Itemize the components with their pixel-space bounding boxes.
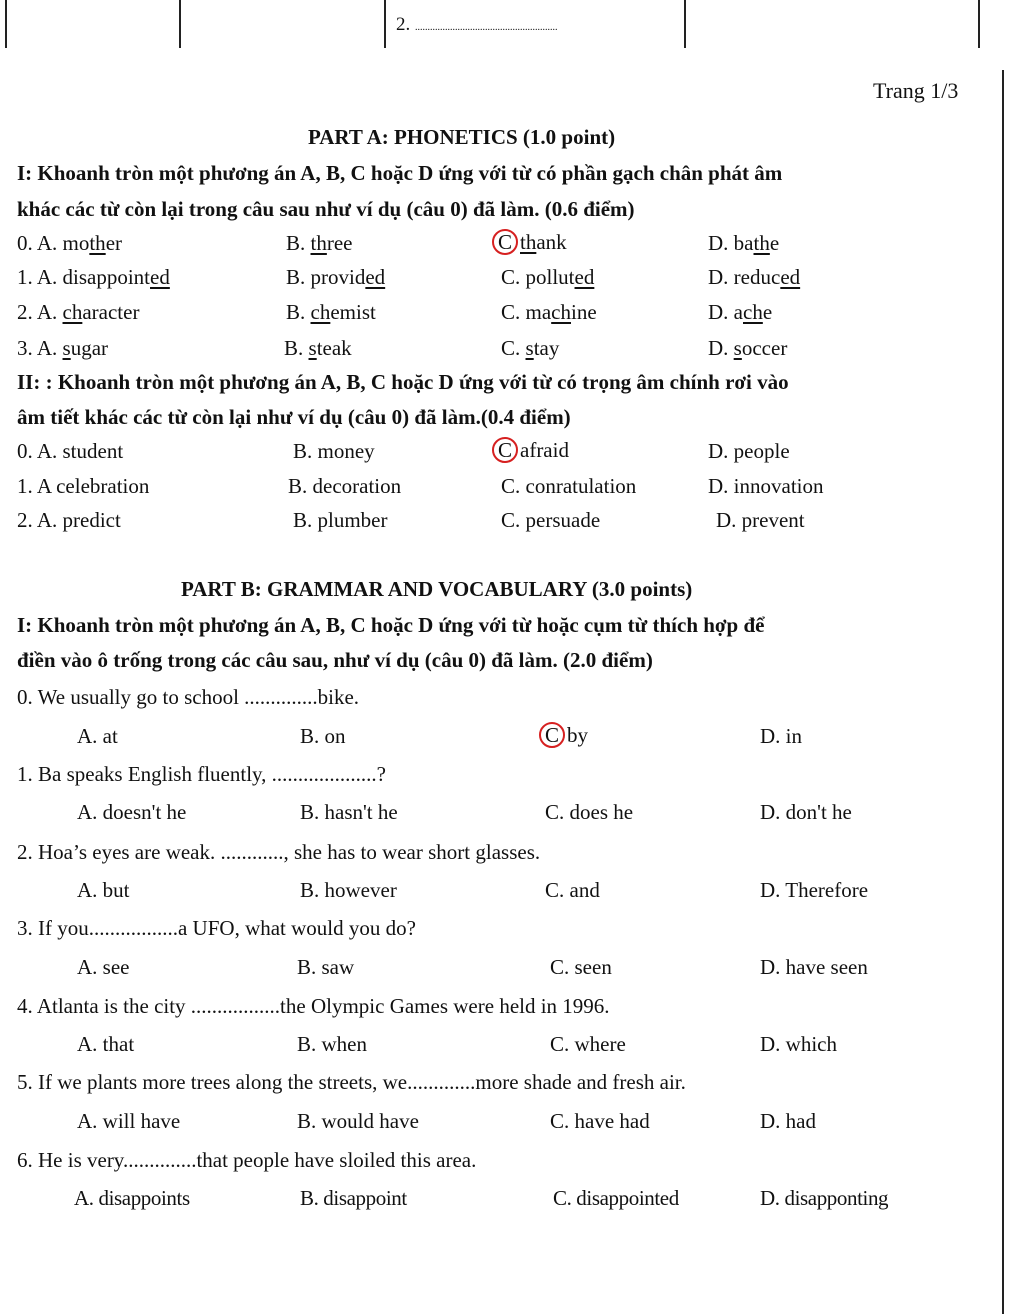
page-number: Trang 1/3	[873, 78, 959, 103]
option-d[interactable]: D. don't he	[760, 800, 852, 824]
option-d[interactable]: D. which	[760, 1032, 837, 1056]
option-c-circled[interactable]	[494, 437, 569, 463]
option-b[interactable]: B. would have	[297, 1109, 419, 1133]
part-a-sec1-instruction-2: khác các từ còn lại trong câu sau như ví dụ (câu 0) đã làm. (0.6 điểm)	[17, 197, 635, 221]
option-c[interactable]: C. disappointed	[553, 1186, 679, 1210]
option-b[interactable]: B. when	[297, 1032, 367, 1056]
option-b[interactable]: B. however	[300, 878, 397, 902]
option-a[interactable]: 2. A. predict	[17, 508, 121, 532]
option-text: aracter	[82, 300, 140, 324]
header-divider-1	[5, 0, 7, 48]
option-c-circled[interactable]	[541, 722, 588, 748]
answer-circle: C	[492, 437, 518, 463]
option-text: afraid	[520, 438, 569, 462]
option-b[interactable]: B. on	[300, 724, 346, 748]
option-text: ank	[536, 230, 567, 254]
option-c[interactable]: C. persuade	[501, 508, 601, 532]
option-c[interactable]: C. have had	[550, 1109, 650, 1133]
underlined-part: th	[89, 231, 106, 255]
option-a[interactable]: A. that	[77, 1032, 135, 1056]
underlined-part: th	[753, 231, 770, 255]
option-text: C. pollut	[501, 265, 575, 289]
question-text: 2. Hoa’s eyes are weak. ............, she has to wear short glasses.	[17, 840, 541, 864]
option-text: ine	[571, 300, 597, 324]
option-text: e	[762, 300, 773, 324]
option-d[interactable]: D. in	[760, 724, 802, 748]
option-text: teak	[316, 336, 352, 360]
option-c[interactable]: C. does he	[545, 800, 634, 824]
option-c[interactable]	[501, 300, 597, 325]
option-c[interactable]: C. where	[550, 1032, 626, 1056]
option-text: 1. A. disappoint	[17, 265, 151, 289]
option-b[interactable]: B. hasn't he	[300, 800, 398, 824]
option-d[interactable]	[708, 336, 787, 361]
option-b[interactable]	[284, 336, 352, 361]
page-right-border	[1002, 70, 1004, 1314]
part-a-title: PART A: PHONETICS (1.0 point)	[308, 125, 616, 149]
header-number-field	[396, 14, 558, 36]
underlined-part: ch	[62, 300, 83, 324]
option-text: ugar	[70, 336, 109, 360]
option-a[interactable]: A. disappoints	[74, 1186, 190, 1210]
option-b[interactable]: B. disappoint	[300, 1186, 407, 1210]
answer-circle: C	[492, 229, 518, 255]
option-a[interactable]	[17, 265, 170, 290]
option-text: ree	[326, 231, 353, 255]
option-text: 0. A. mo	[17, 231, 90, 255]
part-a-sec1-instruction-1: I: Khoanh tròn một phương án A, B, C hoặc D ứng với từ có phần gạch chân phát âm	[17, 161, 783, 185]
option-a[interactable]: 0. A. student	[17, 439, 124, 463]
option-text: er	[105, 231, 123, 255]
part-b-sec1-instruction-1: I: Khoanh tròn một phương án A, B, C hoặc D ứng với từ hoặc cụm từ thích hợp để	[17, 613, 765, 637]
option-a[interactable]: 1. A celebration	[17, 474, 150, 498]
option-c[interactable]: C. and	[545, 878, 600, 902]
option-b[interactable]	[286, 300, 376, 325]
option-d[interactable]: D. have seen	[760, 955, 868, 979]
option-text: D. reduc	[708, 265, 781, 289]
option-d[interactable]: D. disapponting	[760, 1186, 889, 1210]
part-b-sec1-instruction-2: điền vào ô trống trong các câu sau, như ví dụ (câu 0) đã làm. (2.0 điểm)	[17, 648, 653, 672]
underlined-part: ch	[310, 300, 331, 324]
option-text: D. a	[708, 300, 743, 324]
option-c[interactable]	[501, 336, 559, 361]
option-d[interactable]: D. innovation	[708, 474, 824, 498]
option-a[interactable]	[17, 336, 108, 361]
option-b[interactable]	[286, 265, 385, 290]
option-a[interactable]: A. will have	[77, 1109, 181, 1133]
option-c[interactable]: C. seen	[550, 955, 612, 979]
header-divider-3	[384, 0, 386, 48]
option-c-circled[interactable]	[494, 229, 567, 255]
underlined-part: s	[62, 336, 71, 360]
option-text: tay	[533, 336, 560, 360]
option-b[interactable]: B. money	[293, 439, 375, 463]
option-text: occer	[741, 336, 788, 360]
option-text: by	[567, 723, 588, 747]
option-text: B.	[284, 336, 309, 360]
question-text: 4. Atlanta is the city .................the Olympic Games were held in 1996.	[17, 994, 610, 1018]
underlined-part: s	[733, 336, 742, 360]
part-b-title: PART B: GRAMMAR AND VOCABULARY (3.0 points)	[181, 577, 693, 601]
option-text: B.	[286, 300, 311, 324]
option-d[interactable]	[708, 265, 800, 290]
question-text: 3. If you.................a UFO, what would you do?	[17, 916, 416, 940]
header-number-label: 2.	[396, 14, 415, 35]
question-text: 1. Ba speaks English fluently, ....................?	[17, 762, 387, 786]
option-text: C. ma	[501, 300, 552, 324]
option-a[interactable]: A. at	[77, 724, 118, 748]
underlined-part: ed	[780, 265, 801, 289]
option-d[interactable]	[708, 300, 772, 325]
underlined-part: s	[308, 336, 317, 360]
underlined-part: ch	[551, 300, 571, 324]
option-text: e	[769, 231, 780, 255]
option-text: 3. A.	[17, 336, 63, 360]
underlined-part: ed	[150, 265, 170, 289]
underlined-part: s	[525, 336, 534, 360]
option-d[interactable]: D. Therefore	[760, 878, 869, 902]
header-dotted-line: .........................................................	[415, 22, 558, 33]
option-d[interactable]: D. had	[760, 1109, 816, 1133]
option-text: D. ba	[708, 231, 754, 255]
question-text: 5. If we plants more trees along the streets, we.............more shade and fresh air.	[17, 1070, 686, 1094]
option-text: 2. A.	[17, 300, 63, 324]
option-a[interactable]	[17, 231, 122, 256]
option-c[interactable]: C. conratulation	[501, 474, 637, 498]
option-d[interactable]	[708, 231, 779, 256]
option-a[interactable]: A. doesn't he	[77, 800, 187, 824]
option-b[interactable]: B. saw	[297, 955, 355, 979]
underlined-part: ed	[365, 265, 386, 289]
option-a[interactable]: A. but	[77, 878, 130, 902]
option-b[interactable]: B. decoration	[288, 474, 402, 498]
underlined-part: ch	[743, 300, 763, 324]
question-text: 0. We usually go to school ..............bike.	[17, 685, 360, 709]
underlined-part: ed	[574, 265, 595, 289]
option-d[interactable]: D. people	[708, 439, 790, 463]
option-d[interactable]: D. prevent	[716, 508, 805, 532]
option-text: emist	[330, 300, 376, 324]
option-b[interactable]	[286, 231, 353, 256]
header-divider-4	[684, 0, 686, 48]
option-c[interactable]	[501, 265, 594, 290]
header-divider-2	[179, 0, 181, 48]
option-a[interactable]: A. see	[77, 955, 130, 979]
part-a-sec2-instruction-2: âm tiết khác các từ còn lại như ví dụ (câu 0) đã làm.(0.4 điểm)	[17, 405, 571, 429]
option-a[interactable]	[17, 300, 139, 325]
option-text: B.	[286, 231, 311, 255]
option-b[interactable]: B. plumber	[293, 508, 388, 532]
underlined-part: th	[310, 231, 327, 255]
option-text: C.	[501, 336, 526, 360]
answer-circle: C	[539, 722, 565, 748]
option-text: B. provid	[286, 265, 366, 289]
header-divider-5	[978, 0, 980, 48]
question-text: 6. He is very..............that people have sloiled this area.	[17, 1148, 477, 1172]
option-text: D.	[708, 336, 734, 360]
part-a-sec2-instruction-1: II: : Khoanh tròn một phương án A, B, C hoặc D ứng với từ có trọng âm chính rơi vào	[17, 370, 789, 394]
underlined-part: th	[520, 230, 537, 254]
